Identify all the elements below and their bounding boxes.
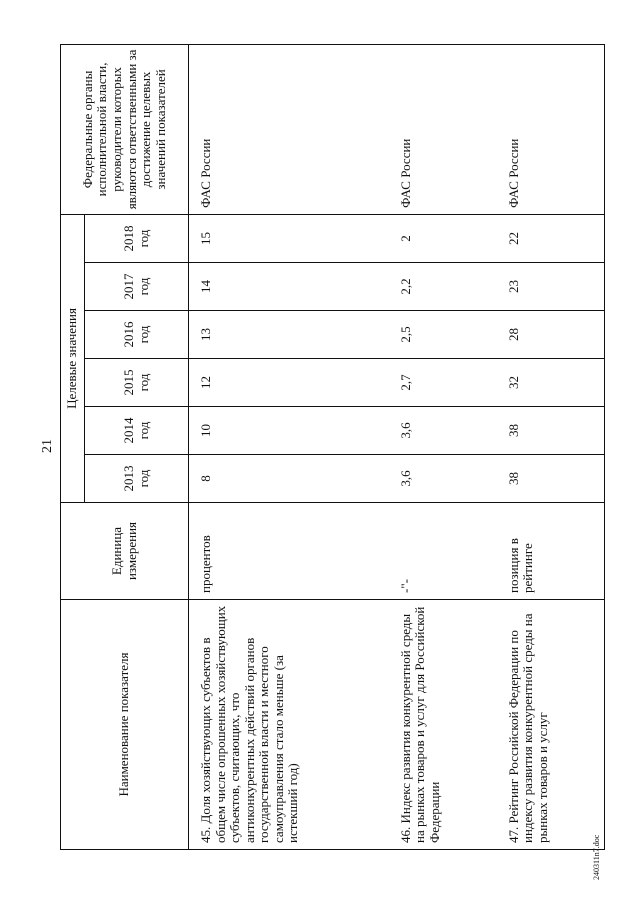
header-year-2017: 2017 год bbox=[85, 263, 189, 311]
indicator-unit: позиция в рейтинге bbox=[497, 503, 605, 600]
header-target-values: Целевые значения bbox=[61, 214, 85, 502]
value-2017: 14 bbox=[189, 263, 389, 311]
header-year-2016: 2016 год bbox=[85, 311, 189, 359]
value-2013: 3,6 bbox=[389, 455, 497, 503]
indicator-unit: процентов bbox=[189, 503, 389, 600]
header-indicator-name: Наименование показателя bbox=[61, 600, 189, 850]
value-2016: 2,5 bbox=[389, 311, 497, 359]
value-2015: 32 bbox=[497, 359, 605, 407]
value-2015: 12 bbox=[189, 359, 389, 407]
value-2014: 3,6 bbox=[389, 407, 497, 455]
value-2016: 28 bbox=[497, 311, 605, 359]
header-year-2018: 2018 год bbox=[85, 214, 189, 262]
value-2017: 23 bbox=[497, 263, 605, 311]
value-2018: 2 bbox=[389, 214, 497, 262]
file-name-note: 240311n7.doc bbox=[592, 834, 601, 880]
value-2014: 10 bbox=[189, 407, 389, 455]
value-2013: 38 bbox=[497, 455, 605, 503]
page-number: 21 bbox=[40, 439, 55, 453]
indicator-name: 46. Индекс развития конкурентной среды на рынках товаров и услуг для Российской Федерации bbox=[389, 600, 497, 850]
value-2018: 15 bbox=[189, 214, 389, 262]
indicators-table bbox=[60, 44, 605, 850]
indicator-name: 45. Доля хозяйствующих субъектов в общем числе опрошенных хозяйствующих субъектов, считающих, что антиконкурентных действий органов государственной власти и местного самоуправления стало меньше (за истекший год) bbox=[189, 600, 389, 850]
value-2017: 2,2 bbox=[389, 263, 497, 311]
indicator-unit: -"- bbox=[389, 503, 497, 600]
header-unit: Единица измерения bbox=[61, 503, 189, 600]
responsible-org: ФАС России bbox=[389, 44, 497, 214]
header-year-2014: 2014 год bbox=[85, 407, 189, 455]
header-responsible-org: Федеральные органы исполнительной власти, руководители которых являются ответственными за достижение целевых значений показателей bbox=[61, 44, 189, 214]
table-row bbox=[497, 44, 605, 849]
header-year-2013: 2013 год bbox=[85, 455, 189, 503]
responsible-org: ФАС России bbox=[497, 44, 605, 214]
value-2015: 2,7 bbox=[389, 359, 497, 407]
value-2016: 13 bbox=[189, 311, 389, 359]
indicators-table-rotated bbox=[60, 45, 610, 850]
table-row bbox=[389, 44, 497, 849]
header-year-2015: 2015 год bbox=[85, 359, 189, 407]
value-2014: 38 bbox=[497, 407, 605, 455]
responsible-org: ФАС России bbox=[189, 44, 389, 214]
table-row bbox=[189, 44, 389, 849]
value-2018: 22 bbox=[497, 214, 605, 262]
value-2013: 8 bbox=[189, 455, 389, 503]
indicator-name: 47. Рейтинг Российской Федерации по индексу развития конкурентной среды на рынках товаров и услуг bbox=[497, 600, 605, 850]
